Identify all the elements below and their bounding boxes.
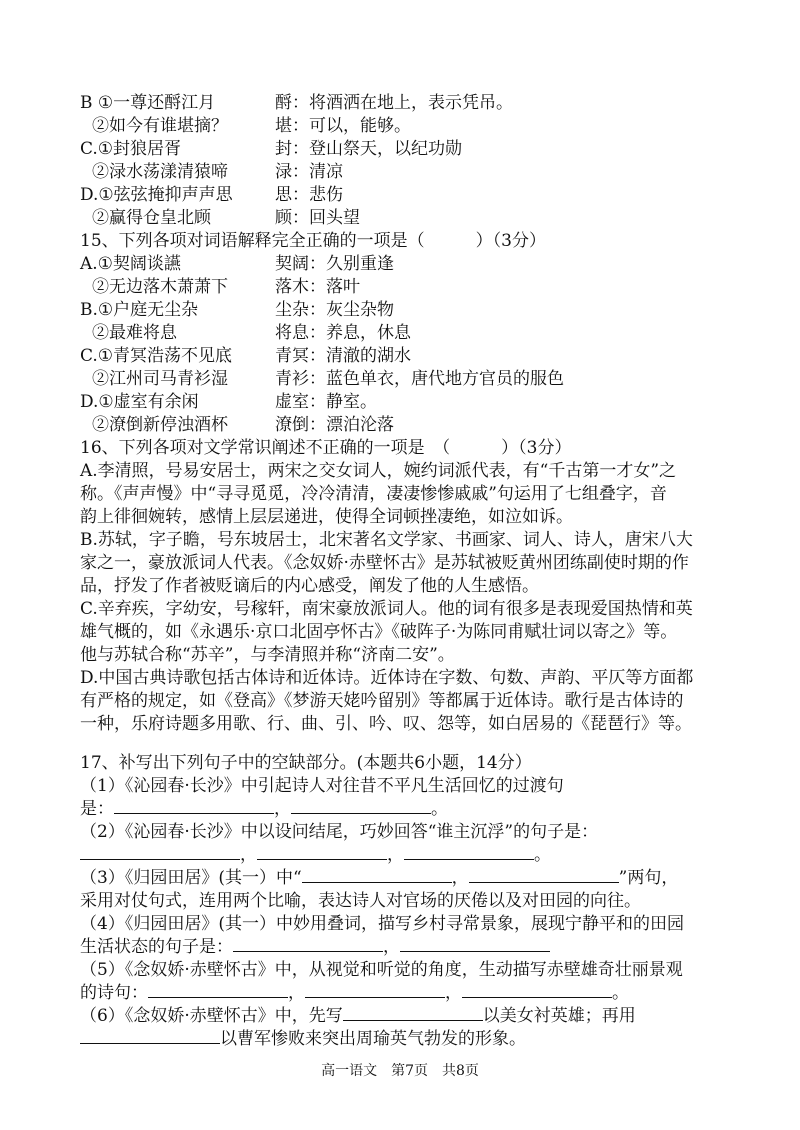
q16-line: 韵上徘徊婉转，感情上层层递进，使得全词顿挫凄绝，如泣如诉。	[80, 507, 573, 527]
answer-blank[interactable]	[305, 982, 445, 998]
answer-blank[interactable]	[302, 867, 452, 883]
page-footer: 高一语文 第7页 共8页	[321, 1063, 479, 1079]
q17-1-answer-line	[80, 798, 448, 820]
option-left: ②潦倒新停浊酒杯	[92, 415, 228, 435]
option-right: 顾：回头望	[275, 208, 360, 228]
option-left: C.①封狼居胥	[80, 139, 182, 159]
option-left: A.①契阔谈讌	[80, 254, 181, 274]
answer-blank[interactable]	[291, 798, 431, 814]
answer-blank[interactable]	[80, 844, 240, 860]
comma: ，	[387, 845, 404, 865]
option-left: ②无边落木萧萧下	[92, 277, 228, 297]
q17-5-lead: 的诗句：	[80, 983, 148, 1003]
comma: ，	[445, 983, 462, 1003]
option-left: ②如今有谁堪摘？	[92, 116, 228, 136]
option-right: 将息：养息，休息	[275, 323, 411, 343]
comma: ，	[383, 937, 400, 957]
option-right: 封：登山祭天，以纪功勋	[275, 139, 462, 159]
q17-3-lead: （3）《归园田居》(其一）中“	[80, 868, 302, 888]
option-left: D.①弦弦掩抑声声思	[80, 185, 233, 205]
answer-blank[interactable]	[462, 982, 612, 998]
period: 。	[534, 845, 551, 865]
q16-line: 一种，乐府诗题多用歌、行、曲、引、吟、叹、怨等，如白居易的《琵琶行》等。	[80, 714, 692, 734]
period: 。	[612, 983, 629, 1003]
q16-line: 他与苏轼合称“苏辛”，与李清照并称“济南二安”。	[80, 645, 455, 665]
option-right: 堪：可以，能够。	[275, 116, 411, 136]
comma: ，	[240, 845, 257, 865]
option-left: ②最难将息	[92, 323, 177, 343]
q16-line: 品，抒发了作者被贬谪后的内心感受，阐发了他的人生感悟。	[80, 576, 539, 596]
answer-blank[interactable]	[404, 844, 534, 860]
q17-4-lead: 生活状态的句子是：	[80, 937, 233, 957]
answer-blank[interactable]	[343, 1005, 483, 1021]
q15-stem: 15、下列各项对词语解释完全正确的一项是（ ）（3分）	[80, 231, 546, 251]
q17-2-answer-line	[80, 844, 551, 866]
q17-4-answer-line	[80, 936, 550, 958]
option-right: 青冥：清澈的湖水	[275, 346, 411, 366]
answer-blank[interactable]	[400, 936, 550, 952]
q17-6-trail: 以曹军惨败来突出周瑜英气勃发的形象。	[220, 1029, 526, 1049]
option-right: 酹：将酒洒在地上，表示凭吊。	[275, 93, 513, 113]
q16-line: A.李清照，号易安居士，两宋之交女词人，婉约词派代表，有“千古第一才女”之	[80, 461, 677, 481]
option-right: 思：悲伤	[275, 185, 343, 205]
q16-line: D.中国古典诗歌包括古体诗和近体诗。近体诗在字数、句数、声韵、平仄等方面都	[80, 668, 694, 688]
q17-3-prompt	[80, 867, 678, 889]
option-right: 落木：落叶	[275, 277, 360, 297]
option-right: 尘杂：灰尘杂物	[275, 300, 394, 320]
q16-line: 雄气概的，如《永遇乐·京口北固亭怀古》《破阵子·为陈同甫赋壮词以寄之》等。	[80, 622, 678, 642]
q16-line: C.辛弃疾，字幼安，号稼轩，南宋豪放派词人。他的词有很多是表现爱国热情和英	[80, 599, 693, 619]
q16-line: 称。《声声慢》中“寻寻觅觅，冷冷清清，凄凄惨惨戚戚”句运用了七组叠字，音	[80, 484, 667, 504]
q17-6-continuation	[80, 1028, 526, 1050]
answer-blank[interactable]	[148, 982, 288, 998]
q16-stem: 16、下列各项对文学常识阐述不正确的一项是 （ ）（3分）	[80, 438, 572, 458]
option-left: B ①一尊还酹江月	[80, 93, 216, 113]
q17-3-trail: ”两句，	[618, 868, 679, 888]
option-right: 渌：清凉	[275, 162, 343, 182]
option-left: D.①虚室有余闲	[80, 392, 199, 412]
option-left: ②江州司马青衫湿	[92, 369, 228, 389]
q16-line: 有严格的规定，如《登高》《梦游天姥吟留别》等都属于近体诗。歌行是古体诗的	[80, 691, 684, 711]
answer-blank[interactable]	[233, 936, 383, 952]
q17-4-prompt: （4）《归园田居》(其一）中妙用叠词，描写乡村寻常景象，展现宁静平和的田园	[80, 914, 684, 934]
q17-5-prompt: （5）《念奴娇·赤壁怀古》中，从视觉和听觉的角度，生动描写赤壁雄奇壮丽景观	[80, 960, 683, 980]
comma: ，	[274, 799, 291, 819]
option-right: 潦倒：漂泊沦落	[275, 415, 394, 435]
q17-6-middle: 以美女衬英雄；再用	[482, 1006, 636, 1026]
q16-line: B.苏轼，字子瞻，号东坡居士，北宋著名文学家、书画家、词人、诗人，唐宋八大	[80, 530, 693, 550]
answer-blank[interactable]	[80, 1028, 220, 1044]
period: 。	[431, 799, 448, 819]
q17-6-prompt	[80, 1005, 636, 1027]
answer-blank[interactable]	[469, 867, 619, 883]
option-right: 青衫：蓝色单衣，唐代地方官员的服色	[275, 369, 564, 389]
q16-line: 家之一，豪放派词人代表。《念奴娇·赤壁怀古》是苏轼被贬黄州团练副使时期的作	[80, 553, 689, 573]
q17-1-prompt: （1）《沁园春·长沙》中引起诗人对往昔不平凡生活回忆的过渡句	[80, 776, 564, 796]
comma: ，	[288, 983, 305, 1003]
answer-blank[interactable]	[114, 798, 274, 814]
option-left: ②渌水荡漾清猿啼	[92, 162, 228, 182]
option-right: 契阔：久别重逢	[275, 254, 394, 274]
q17-1-lead: 是：	[80, 799, 114, 819]
option-left: ②赢得仓皇北顾	[92, 208, 211, 228]
option-right: 虚室：静室。	[275, 392, 377, 412]
comma: ，	[451, 868, 469, 888]
q17-5-answer-line	[80, 982, 629, 1004]
q17-stem: 17、补写出下列句子中的空缺部分。(本题共6小题，14分）	[80, 753, 532, 773]
option-left: C.①青冥浩荡不见底	[80, 346, 233, 366]
q17-3-continuation: 采用对仗句式，连用两个比喻，表达诗人对官场的厌倦以及对田园的向往。	[80, 891, 641, 911]
answer-blank[interactable]	[257, 844, 387, 860]
q17-6-lead: （6）《念奴娇·赤壁怀古》中，先写	[80, 1006, 343, 1026]
q17-2-prompt: （2）《沁园春·长沙》中以设问结尾，巧妙回答“谁主沉浮”的句子是：	[80, 822, 599, 842]
option-left: B.①户庭无尘杂	[80, 300, 199, 320]
